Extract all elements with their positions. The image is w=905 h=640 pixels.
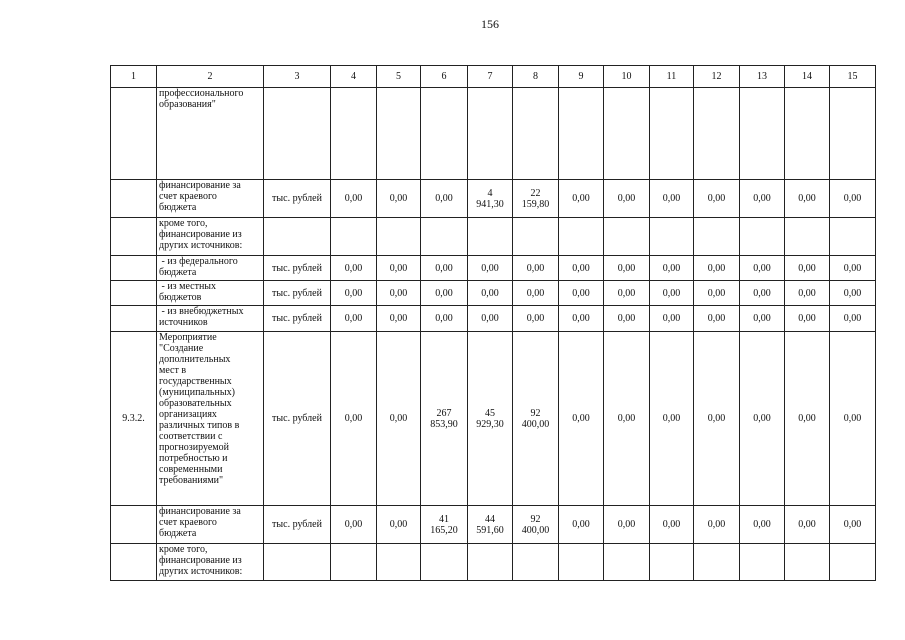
value-cell xyxy=(785,544,830,581)
value-cell xyxy=(468,218,513,256)
value-cell: 0,00 xyxy=(785,281,830,306)
column-number: 7 xyxy=(468,66,513,88)
value-cell xyxy=(785,218,830,256)
description-line: источников xyxy=(159,317,208,328)
column-number: 3 xyxy=(264,66,331,88)
value-cell xyxy=(377,218,421,256)
column-number: 2 xyxy=(157,66,264,88)
row-unit: тыс. рублей xyxy=(264,332,331,506)
description-line: кроме того, xyxy=(159,218,208,229)
value-cell: 0,00 xyxy=(740,506,785,544)
value-cell xyxy=(830,88,876,180)
value-cell: 0,00 xyxy=(559,256,604,281)
value-cell: 0,00 xyxy=(740,256,785,281)
table-row xyxy=(111,218,876,256)
description-line: прогнозируемой xyxy=(159,442,229,453)
value-cell xyxy=(694,218,740,256)
value-cell: 0,00 xyxy=(694,332,740,506)
value-cell: 45 929,30 xyxy=(468,332,513,506)
value-cell xyxy=(650,544,694,581)
description-line: профессионального xyxy=(159,88,244,99)
row-unit: тыс. рублей xyxy=(264,506,331,544)
value-cell: 0,00 xyxy=(377,332,421,506)
value-cell: 0,00 xyxy=(468,281,513,306)
row-description xyxy=(157,506,264,544)
value-cell: 0,00 xyxy=(604,332,650,506)
column-number: 13 xyxy=(740,66,785,88)
value-cell xyxy=(650,218,694,256)
description-line: современными xyxy=(159,464,223,475)
value-cell xyxy=(331,544,377,581)
table-row xyxy=(111,281,876,306)
description-line: других источников: xyxy=(159,566,243,577)
row-index: 9.3.2. xyxy=(111,332,157,506)
value-cell: 0,00 xyxy=(421,180,468,218)
value-cell: 0,00 xyxy=(331,180,377,218)
value-cell: 0,00 xyxy=(694,306,740,332)
value-cell: 0,00 xyxy=(830,306,876,332)
table-row xyxy=(111,256,876,281)
description-line: финансирование из xyxy=(159,555,242,566)
value-cell: 0,00 xyxy=(650,306,694,332)
value-cell xyxy=(421,88,468,180)
column-number-row xyxy=(111,66,876,88)
value-cell: 0,00 xyxy=(830,256,876,281)
value-cell: 0,00 xyxy=(377,256,421,281)
value-cell: 0,00 xyxy=(377,281,421,306)
value-cell xyxy=(830,544,876,581)
value-cell xyxy=(468,88,513,180)
value-cell: 0,00 xyxy=(421,306,468,332)
column-number: 4 xyxy=(331,66,377,88)
value-cell: 0,00 xyxy=(694,506,740,544)
value-cell: 0,00 xyxy=(559,506,604,544)
value-cell: 41 165,20 xyxy=(421,506,468,544)
value-cell: 0,00 xyxy=(421,256,468,281)
value-cell: 0,00 xyxy=(604,180,650,218)
description-line: требованиями" xyxy=(159,475,224,486)
row-index xyxy=(111,281,157,306)
value-cell xyxy=(559,218,604,256)
row-description xyxy=(157,256,264,281)
value-cell: 0,00 xyxy=(513,281,559,306)
value-cell xyxy=(331,218,377,256)
row-index xyxy=(111,88,157,180)
description-line: - из местных xyxy=(159,281,217,292)
value-cell: 0,00 xyxy=(740,332,785,506)
row-description xyxy=(157,88,264,180)
value-cell: 0,00 xyxy=(513,256,559,281)
value-cell: 0,00 xyxy=(331,256,377,281)
value-cell: 0,00 xyxy=(694,256,740,281)
column-number: 15 xyxy=(830,66,876,88)
value-cell xyxy=(468,544,513,581)
value-cell xyxy=(559,544,604,581)
value-cell xyxy=(604,218,650,256)
value-cell: 0,00 xyxy=(785,332,830,506)
description-line: кроме того, xyxy=(159,544,208,555)
table-row xyxy=(111,180,876,218)
value-cell xyxy=(513,544,559,581)
value-cell xyxy=(377,88,421,180)
column-number: 10 xyxy=(604,66,650,88)
description-line: потребностью и xyxy=(159,453,228,464)
description-line: финансирование за xyxy=(159,180,241,191)
description-line: государственных xyxy=(159,376,232,387)
description-line: образовательных xyxy=(159,398,232,409)
value-cell: 44 591,60 xyxy=(468,506,513,544)
row-unit: тыс. рублей xyxy=(264,180,331,218)
description-line: соответствии с xyxy=(159,431,223,442)
row-index xyxy=(111,180,157,218)
column-number: 14 xyxy=(785,66,830,88)
row-index xyxy=(111,544,157,581)
value-cell: 0,00 xyxy=(650,506,694,544)
description-line: - из федерального xyxy=(159,256,238,267)
row-description xyxy=(157,306,264,332)
value-cell: 0,00 xyxy=(650,256,694,281)
description-line: различных типов в xyxy=(159,420,240,431)
value-cell xyxy=(650,88,694,180)
value-cell: 0,00 xyxy=(468,306,513,332)
row-unit xyxy=(264,544,331,581)
column-number: 8 xyxy=(513,66,559,88)
value-cell xyxy=(694,544,740,581)
description-line: мест в xyxy=(159,365,187,376)
description-line: других источников: xyxy=(159,240,243,251)
row-index xyxy=(111,218,157,256)
value-cell: 0,00 xyxy=(331,306,377,332)
value-cell: 0,00 xyxy=(559,281,604,306)
value-cell xyxy=(421,544,468,581)
value-cell: 0,00 xyxy=(694,180,740,218)
value-cell: 0,00 xyxy=(559,332,604,506)
column-number: 9 xyxy=(559,66,604,88)
table-row xyxy=(111,506,876,544)
value-cell xyxy=(604,544,650,581)
value-cell: 0,00 xyxy=(830,332,876,506)
description-line: бюджета xyxy=(159,202,197,213)
column-number: 1 xyxy=(111,66,157,88)
value-cell: 0,00 xyxy=(604,306,650,332)
table-row xyxy=(111,544,876,581)
value-cell xyxy=(740,88,785,180)
row-description xyxy=(157,218,264,256)
value-cell: 0,00 xyxy=(559,180,604,218)
budget-table xyxy=(110,65,876,581)
value-cell: 0,00 xyxy=(740,306,785,332)
value-cell: 0,00 xyxy=(785,306,830,332)
value-cell: 0,00 xyxy=(377,180,421,218)
value-cell: 0,00 xyxy=(377,306,421,332)
value-cell xyxy=(331,88,377,180)
value-cell: 0,00 xyxy=(604,281,650,306)
value-cell: 4 941,30 xyxy=(468,180,513,218)
row-description xyxy=(157,281,264,306)
value-cell xyxy=(513,88,559,180)
column-number: 11 xyxy=(650,66,694,88)
value-cell xyxy=(377,544,421,581)
value-cell: 0,00 xyxy=(650,180,694,218)
description-line: счет краевого xyxy=(159,517,217,528)
value-cell xyxy=(694,88,740,180)
value-cell: 22 159,80 xyxy=(513,180,559,218)
description-line: финансирование за xyxy=(159,506,241,517)
value-cell: 0,00 xyxy=(559,306,604,332)
description-line: (муниципальных) xyxy=(159,387,235,398)
value-cell xyxy=(421,218,468,256)
value-cell: 0,00 xyxy=(740,281,785,306)
description-line: - из внебюджетных xyxy=(159,306,244,317)
description-line: бюджета xyxy=(159,267,197,278)
value-cell: 0,00 xyxy=(650,332,694,506)
value-cell: 0,00 xyxy=(421,281,468,306)
value-cell: 0,00 xyxy=(331,281,377,306)
row-index xyxy=(111,306,157,332)
row-unit: тыс. рублей xyxy=(264,256,331,281)
value-cell xyxy=(740,544,785,581)
table-row xyxy=(111,306,876,332)
table-row xyxy=(111,332,876,506)
value-cell xyxy=(785,88,830,180)
description-line: финансирование из xyxy=(159,229,242,240)
description-line: дополнительных xyxy=(159,354,231,365)
value-cell: 0,00 xyxy=(377,506,421,544)
row-unit xyxy=(264,88,331,180)
column-number: 12 xyxy=(694,66,740,88)
column-number: 5 xyxy=(377,66,421,88)
description-line: счет краевого xyxy=(159,191,217,202)
row-index xyxy=(111,506,157,544)
value-cell: 92 400,00 xyxy=(513,506,559,544)
value-cell: 0,00 xyxy=(740,180,785,218)
value-cell: 0,00 xyxy=(331,332,377,506)
value-cell: 0,00 xyxy=(650,281,694,306)
row-description xyxy=(157,180,264,218)
value-cell xyxy=(830,218,876,256)
value-cell: 0,00 xyxy=(331,506,377,544)
row-description xyxy=(157,332,264,506)
description-line: организациях xyxy=(159,409,217,420)
value-cell xyxy=(604,88,650,180)
value-cell: 0,00 xyxy=(785,256,830,281)
value-cell: 267 853,90 xyxy=(421,332,468,506)
value-cell: 0,00 xyxy=(694,281,740,306)
row-description xyxy=(157,544,264,581)
row-unit xyxy=(264,218,331,256)
value-cell: 0,00 xyxy=(830,281,876,306)
row-unit: тыс. рублей xyxy=(264,306,331,332)
row-index xyxy=(111,256,157,281)
value-cell: 0,00 xyxy=(830,506,876,544)
description-line: Мероприятие xyxy=(159,332,217,343)
value-cell xyxy=(559,88,604,180)
column-number: 6 xyxy=(421,66,468,88)
value-cell: 0,00 xyxy=(604,506,650,544)
page-number: 156 xyxy=(481,17,499,31)
value-cell: 0,00 xyxy=(604,256,650,281)
description-line: бюджета xyxy=(159,528,197,539)
description-line: бюджетов xyxy=(159,292,202,303)
value-cell: 0,00 xyxy=(513,306,559,332)
description-line: образования" xyxy=(159,99,216,110)
value-cell: 0,00 xyxy=(785,506,830,544)
value-cell: 0,00 xyxy=(785,180,830,218)
value-cell xyxy=(513,218,559,256)
value-cell xyxy=(740,218,785,256)
row-unit: тыс. рублей xyxy=(264,281,331,306)
value-cell: 0,00 xyxy=(830,180,876,218)
value-cell: 92 400,00 xyxy=(513,332,559,506)
description-line: "Создание xyxy=(159,343,204,354)
table-row xyxy=(111,88,876,180)
value-cell: 0,00 xyxy=(468,256,513,281)
